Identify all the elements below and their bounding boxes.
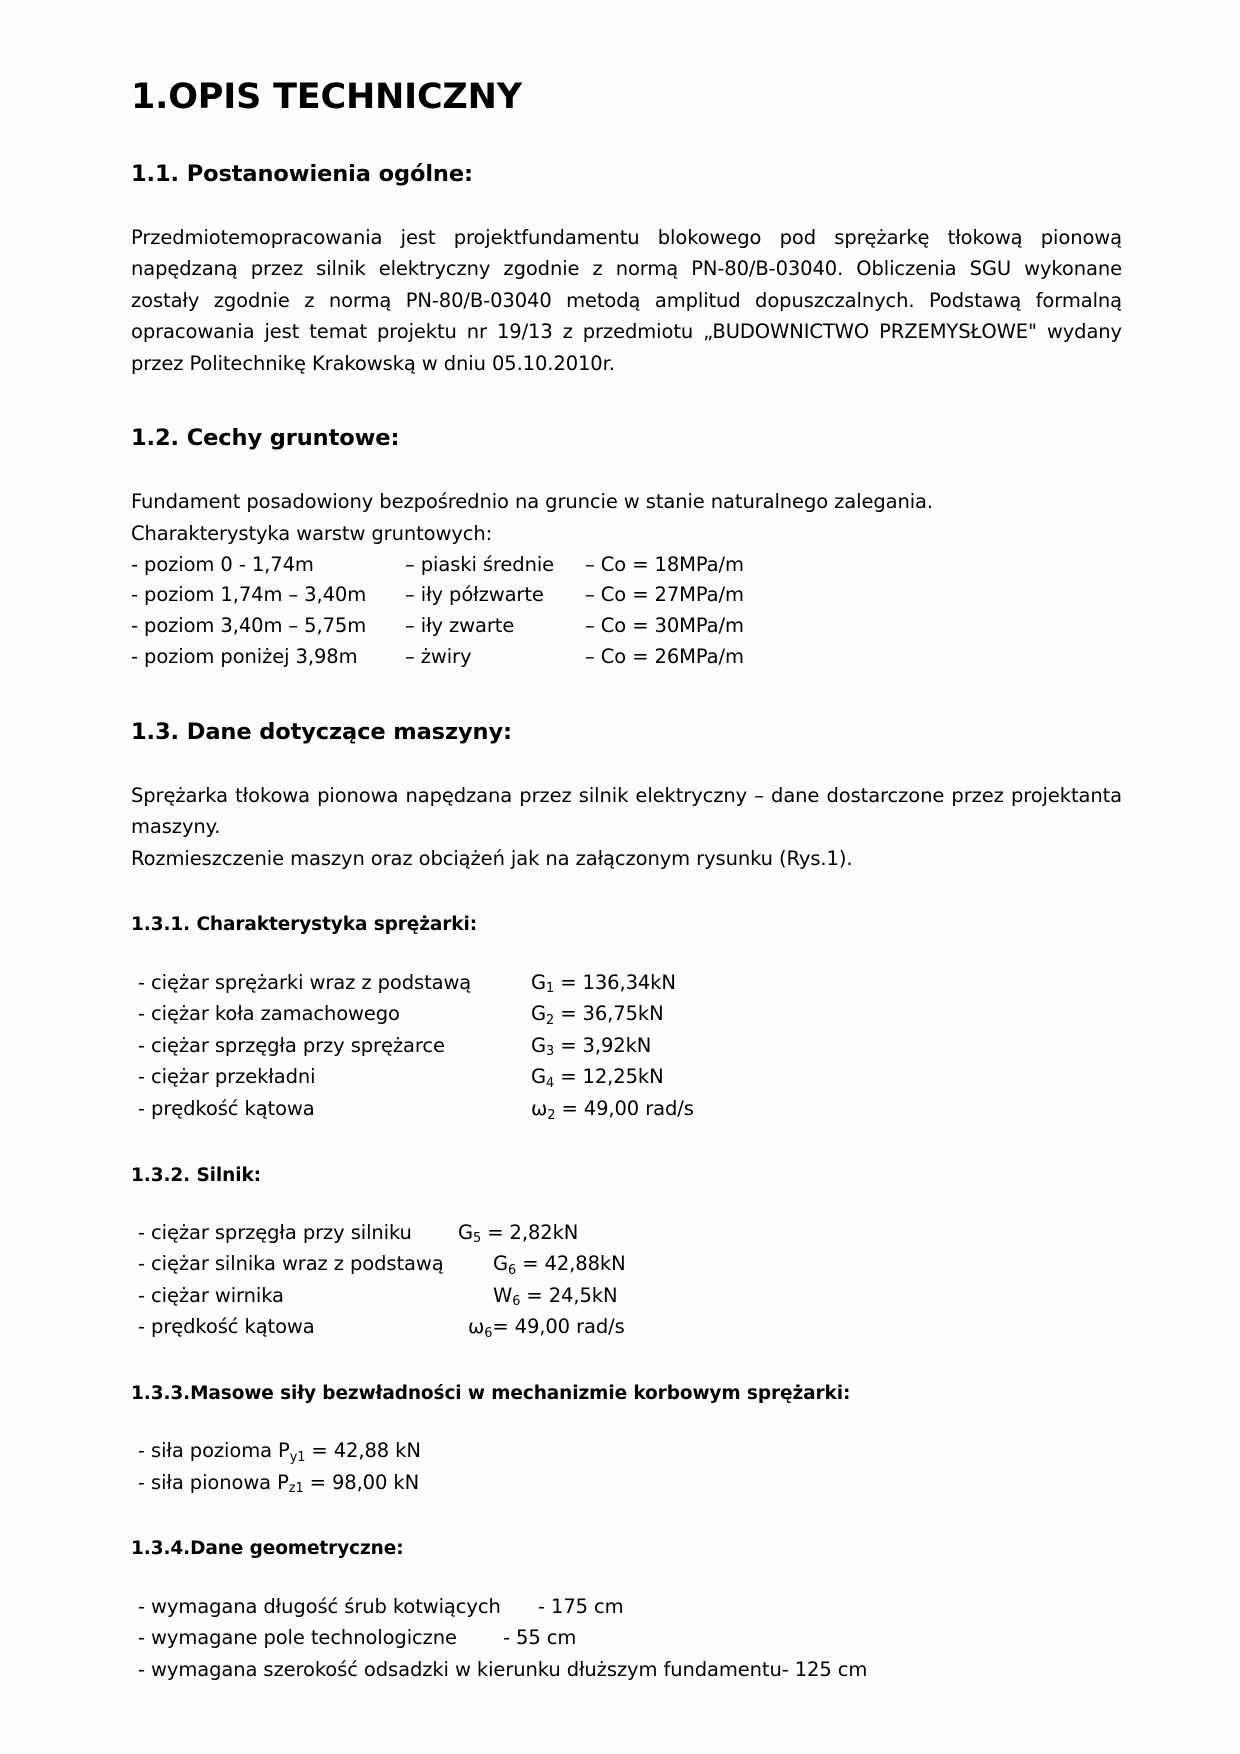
soil-level: - poziom 0 - 1,74m <box>131 552 314 576</box>
data-label: - prędkość kątowa <box>138 1096 315 1120</box>
table-row <box>131 642 805 673</box>
data-value: $G_2 = 36,75kN$ <box>531 1002 664 1028</box>
soil-type: – żwiry <box>405 644 472 668</box>
heading-1-1: 1.1. Postanowienia ogólne: <box>131 160 473 187</box>
list-item <box>138 1654 1122 1686</box>
data-value: - 175 cm <box>538 1594 624 1618</box>
data-value: - 55 cm <box>503 1626 577 1650</box>
data-value: $G_1 = 136,34kN$ <box>531 970 676 997</box>
data-label: - ciężar wirnika <box>138 1283 284 1307</box>
motor-data-list <box>131 1217 1122 1343</box>
list-item <box>138 1217 1122 1249</box>
force-index: y1 <box>289 1449 306 1465</box>
soil-co-value: – Co = 26MPa/m <box>585 644 744 668</box>
list-item <box>138 1280 1122 1312</box>
heading-1-3-2: 1.3.2. Silnik: <box>131 1164 261 1186</box>
inertia-forces-list <box>131 1435 1122 1498</box>
data-value: $G_4 = 12,25kN$ <box>531 1065 664 1091</box>
paragraph-1-3-line-2: Rozmieszczenie maszyn oraz obciążeń jak na załączonym rysunku (Rys.1). <box>131 846 853 870</box>
data-label: - wymagana długość śrub kotwiących <box>138 1594 501 1618</box>
force-label: - siła pionowa <box>138 1470 278 1494</box>
heading-1-2: 1.2. Cechy gruntowe: <box>131 425 400 452</box>
soil-level: - poziom 1,74m – 3,40m <box>131 583 367 607</box>
force-value: = 42,88 kN <box>305 1439 421 1463</box>
data-label: - ciężar sprzęgła przy sprężarce <box>138 1033 445 1057</box>
force-symbol: P <box>277 1470 289 1494</box>
data-label: - ciężar silnika wraz z podstawą <box>138 1252 444 1276</box>
data-value: $\omega_2 = 49,00$ rad/s <box>531 1096 694 1123</box>
list-item <box>138 1311 1122 1343</box>
table-row <box>131 580 805 611</box>
soil-layers-table <box>131 550 805 673</box>
list-item <box>138 1248 1122 1280</box>
data-label: - ciężar koła zamachowego <box>138 1002 400 1026</box>
force-index: z1 <box>288 1481 304 1497</box>
force-value: = 98,00 kN <box>303 1470 420 1494</box>
list-item <box>138 1093 1122 1125</box>
heading-1-3-1: 1.3.1. Charakterystyka sprężarki: <box>131 914 478 936</box>
soil-co-value: – Co = 27MPa/m <box>585 583 744 607</box>
table-row <box>131 550 805 581</box>
geometric-data-list <box>131 1591 1122 1686</box>
data-label: - ciężar sprzęgła przy silniku <box>138 1220 412 1244</box>
list-item <box>138 998 1122 1030</box>
data-value: $W_6 = 24,5kN$ <box>493 1283 618 1310</box>
table-row <box>131 611 805 642</box>
data-value: $G_5 = 2,82kN$ <box>458 1220 579 1247</box>
force-symbol: P <box>278 1439 290 1463</box>
soil-level: - poziom 3,40m – 5,75m <box>131 614 367 638</box>
list-item <box>138 967 1122 999</box>
data-label: - ciężar sprężarki wraz z podstawą <box>138 970 472 994</box>
list-item <box>138 1467 1122 1499</box>
soil-type: – iły półzwarte <box>405 583 544 607</box>
soil-type: – iły zwarte <box>405 614 515 638</box>
page-title: 1.OPIS TECHNICZNY <box>131 77 522 117</box>
data-label: - ciężar przekładni <box>138 1065 316 1089</box>
data-value: $G_6 = 42,88kN$ <box>493 1252 626 1278</box>
data-label: - wymagane pole technologiczne <box>138 1626 457 1650</box>
heading-1-3-4: 1.3.4.Dane geometryczne: <box>131 1538 404 1560</box>
list-item <box>138 1591 1122 1623</box>
data-value: $\omega_6= 49,00$ rad/s <box>468 1315 625 1342</box>
heading-1-3-3: 1.3.3.Masowe siły bezwładności w mechanizmie korbowym sprężarki: <box>131 1383 851 1405</box>
soil-level: - poziom poniżej 3,98m <box>131 644 358 668</box>
data-label: - wymagana szerokość odsadzki w kierunku dłuższym fundamentu- 125 cm <box>138 1657 868 1681</box>
heading-1-3: 1.3. Dane dotyczące maszyny: <box>131 718 512 745</box>
soil-intro-line-1: Fundament posadowiony bezpośrednio na gruncie w stanie naturalnego zalegania. <box>131 490 933 514</box>
list-item <box>138 1435 1122 1467</box>
soil-intro-line-2: Charakterystyka warstw gruntowych: <box>131 521 493 545</box>
compressor-data-list <box>131 967 1122 1125</box>
list-item <box>138 1030 1122 1062</box>
list-item <box>138 1061 1122 1093</box>
paragraph-1-1: Przedmiotemopracowania jest projektfundamentu blokowego pod sprężarkę tłokową pionową napędzaną przez silnik elektryczny zgodnie z normą PN-80/B-03040. Obliczenia SGU wykonane zostały zgodnie z normą PN-80/B-03040 metodą amplitud dopuszczalnych. Podstawą formalną opracowania jest temat projektu nr 19/13 z przedmiotu „BUDOWNICTWO PRZEMYSŁOWE" wydany przez Politechnikę Krakowską w dniu 05.10.2010r. <box>131 225 1122 375</box>
soil-co-value: – Co = 18MPa/m <box>585 552 744 576</box>
data-value: $G_3 = 3,92kN$ <box>531 1033 652 1060</box>
list-item <box>138 1622 1122 1654</box>
data-label: - prędkość kątowa <box>138 1315 315 1339</box>
soil-co-value: – Co = 30MPa/m <box>585 614 744 638</box>
soil-type: – piaski średnie <box>405 552 555 576</box>
paragraph-1-3: Sprężarka tłokowa pionowa napędzana przez silnik elektryczny – dane dostarczone przez projektanta maszyny. <box>131 783 1122 839</box>
force-label: - siła pozioma <box>138 1439 279 1463</box>
